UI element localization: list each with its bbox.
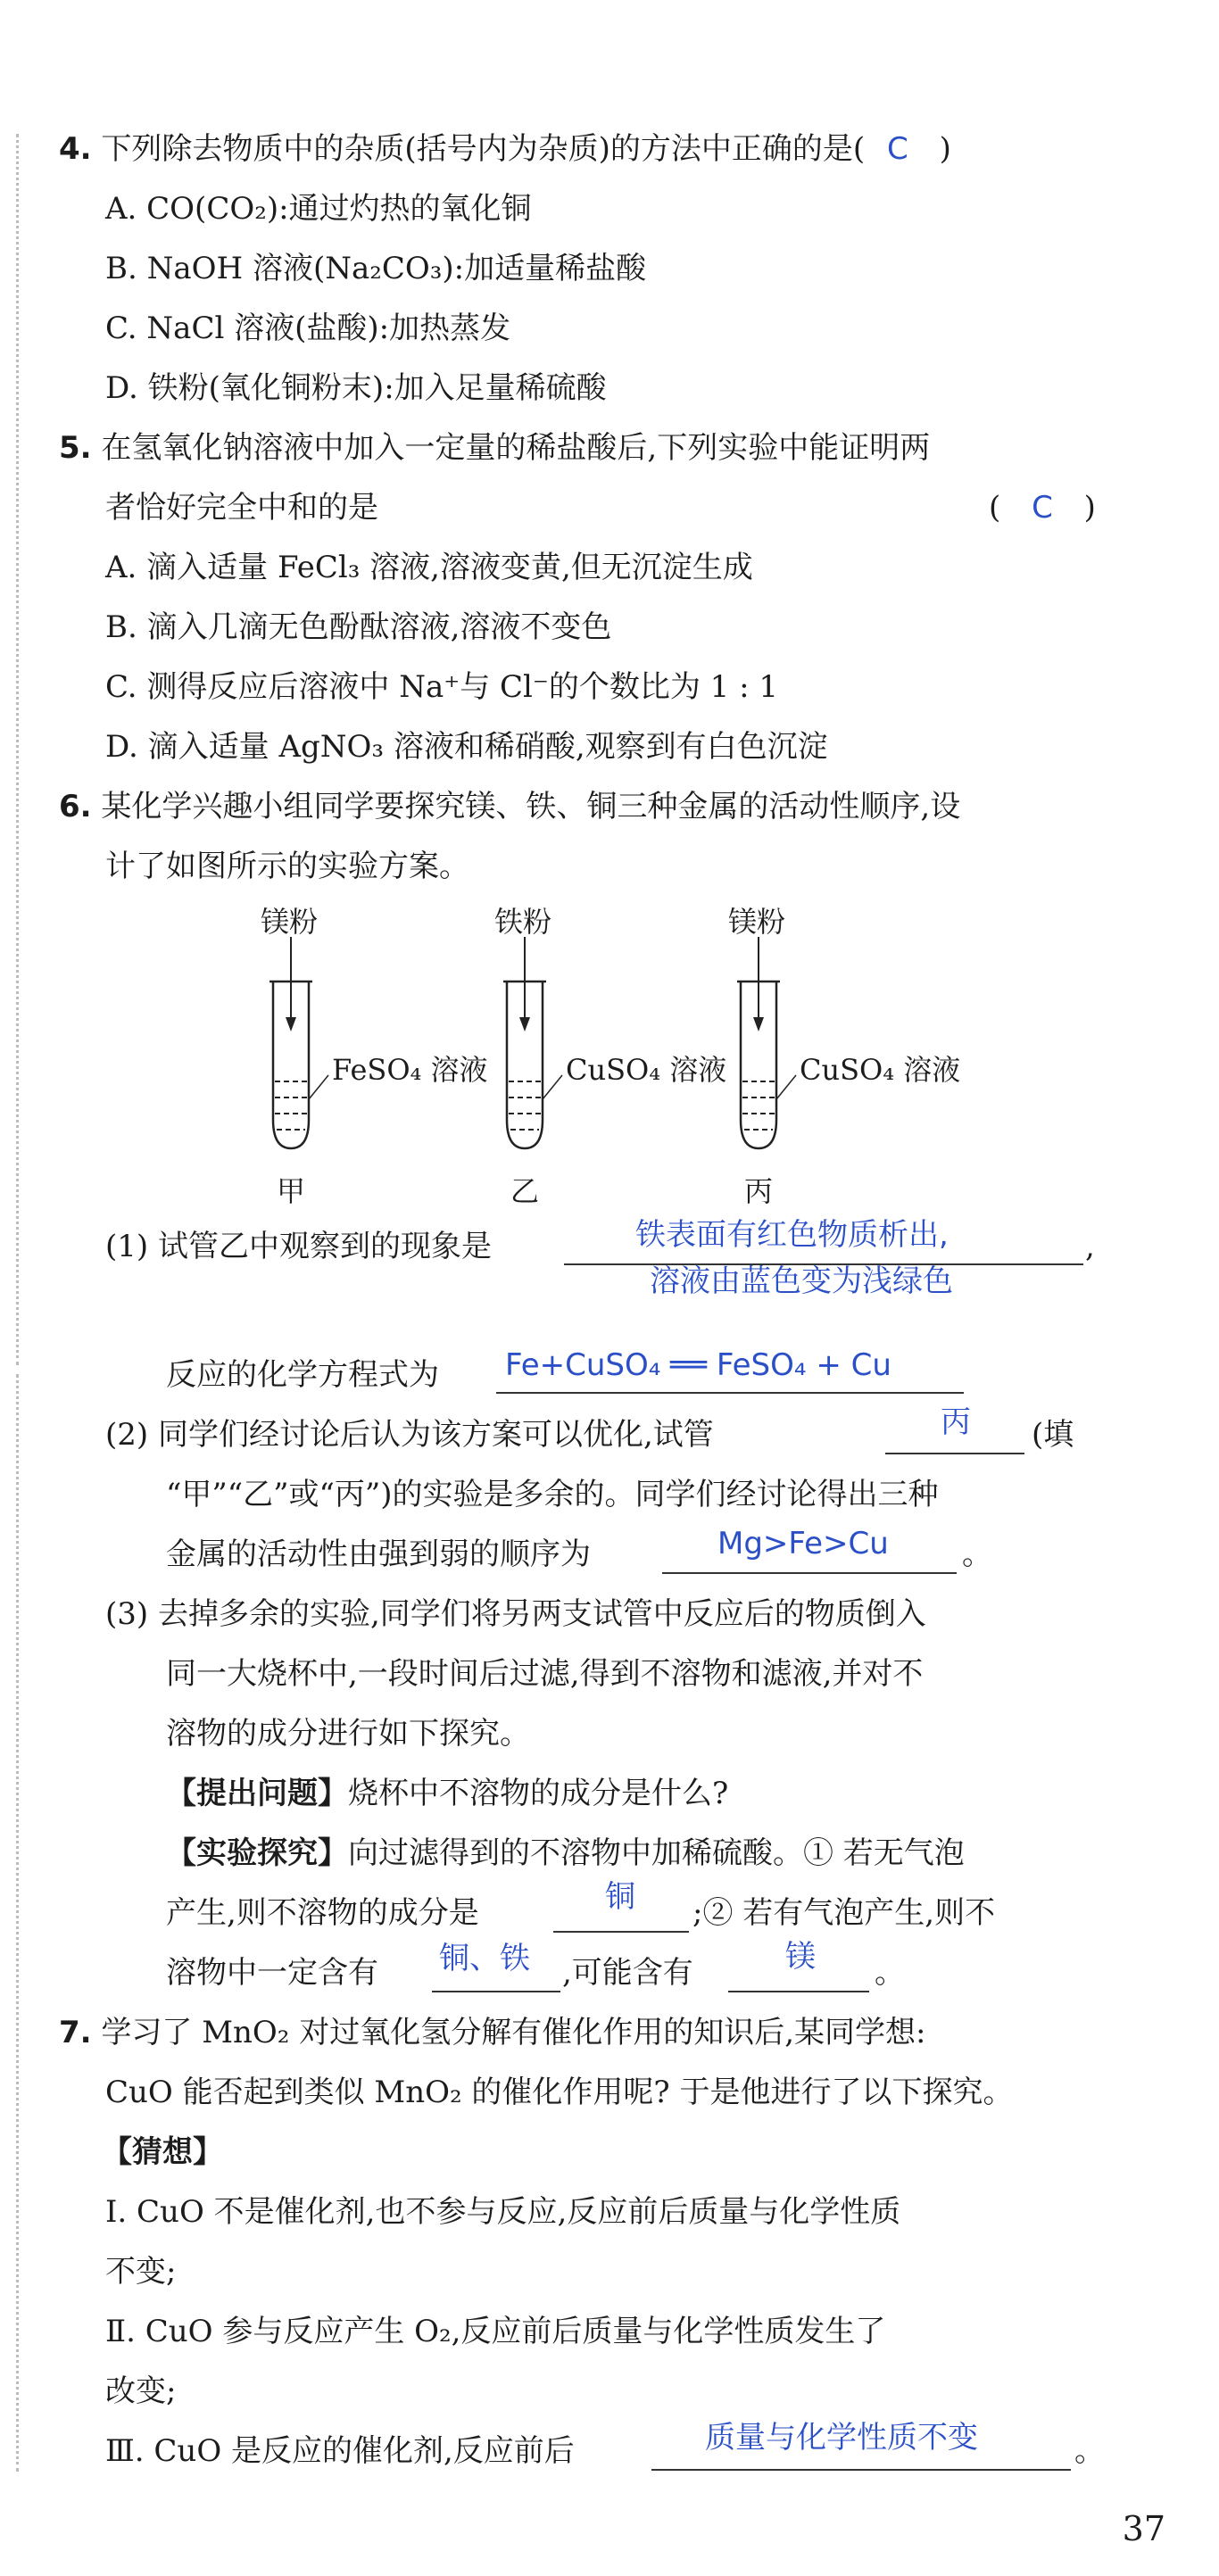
- q6-part1-eq-answer: Fe+CuSO₄ ══ FeSO₄ + Cu: [505, 1347, 891, 1383]
- q6-part3-line1: (3) 去掉多余的实验,同学们将另两支试管中反应后的物质倒入: [105, 1596, 926, 1632]
- q6-part1-answer-line1: 铁表面有红色物质析出,: [635, 1217, 949, 1253]
- ask-tag: 【提出问题】: [166, 1776, 348, 1811]
- q5-open: (: [989, 490, 1001, 526]
- q6-part3-line3: 溶物的成分进行如下探究。: [166, 1716, 530, 1752]
- q5-option-c: C. 测得反应后溶液中 Na⁺与 Cl⁻的个数比为 1 : 1: [105, 669, 778, 705]
- q5-stem-line1: [59, 428, 930, 468]
- tube-jia-name: 甲: [277, 1174, 306, 1208]
- tube-yi-name: 乙: [510, 1174, 540, 1208]
- q7-guess2-line1: Ⅱ. CuO 参与反应产生 O₂,反应前后质量与化学性质发生了: [105, 2314, 886, 2349]
- q4-option-a: A. CO(CO₂):通过灼热的氧化铜: [105, 191, 532, 227]
- q6-part1-eq-text: 反应的化学方程式为: [166, 1357, 439, 1393]
- q6-part1-answer-line2: 溶液由蓝色变为浅绿色: [650, 1263, 953, 1299]
- q5-option-a: A. 滴入适量 FeCl₃ 溶液,溶液变黄,但无沉淀生成: [105, 550, 753, 585]
- q6-stem-line2: 计了如图所示的实验方案。: [105, 849, 469, 884]
- q6-exp3-answer2: 镁: [785, 1939, 816, 1975]
- q5-number: 5.: [59, 430, 92, 466]
- q7-guess-tag: 【猜想】: [102, 2134, 223, 2170]
- tube-jia-powder-label: 镁粉: [261, 905, 319, 939]
- q6-exp3-b: ,可能含有: [562, 1955, 693, 1991]
- q6-part2-period: 。: [962, 1536, 992, 1572]
- q7-guess3-period: 。: [1074, 2433, 1105, 2469]
- q6-exp-line: [166, 1834, 965, 1873]
- binding-dots-top: [16, 134, 22, 1365]
- q6-stem-text1: 某化学兴趣小组同学要探究镁、铁、铜三种金属的活动性顺序,设: [101, 789, 961, 824]
- q6-part1-comma: ,: [1085, 1229, 1095, 1264]
- q6-exp3-a: 溶物中一定含有: [166, 1955, 378, 1991]
- q6-stem-line1: [59, 787, 960, 826]
- q4-close: ): [939, 131, 951, 167]
- tube-jia-solution-label: FeSO₄ 溶液: [332, 1053, 488, 1087]
- test-tube-figure: [241, 892, 1008, 1222]
- exp-text: 向过滤得到的不溶物中加稀硫酸。① 若无气泡: [348, 1835, 965, 1871]
- q7-guess3-text: Ⅲ. CuO 是反应的催化剂,反应前后: [105, 2433, 575, 2469]
- q7-number: 7.: [59, 2015, 92, 2050]
- page-number: 37: [1122, 2509, 1165, 2548]
- q5-option-d: D. 滴入适量 AgNO₃ 溶液和稀硝酸,观察到有白色沉淀: [105, 729, 828, 765]
- q6-number: 6.: [59, 789, 92, 824]
- q5-option-b: B. 滴入几滴无色酚酞溶液,溶液不变色: [105, 609, 612, 645]
- q6-part2-line1-text: (2) 同学们经讨论后认为该方案可以优化,试管: [105, 1417, 714, 1453]
- q4-number: 4.: [59, 131, 92, 167]
- q7-stem-line1: [59, 2013, 925, 2052]
- q6-exp3-c: 。: [875, 1955, 905, 1991]
- q4-option-b: B. NaOH 溶液(Na₂CO₃):加适量稀盐酸: [105, 251, 647, 286]
- tube-bing-powder-label: 镁粉: [728, 905, 786, 939]
- q4-option-c: C. NaCl 溶液(盐酸):加热蒸发: [105, 311, 511, 346]
- q5-stem-line2: 者恰好完全中和的是: [105, 490, 378, 526]
- tube-jia: [270, 937, 328, 1148]
- q6-exp2-b: ;② 若有气泡产生,则不: [692, 1895, 996, 1931]
- binding-dots-bottom: [16, 1374, 22, 2472]
- q4-answer: C: [887, 131, 908, 167]
- tube-yi-powder-label: 铁粉: [494, 905, 552, 939]
- q6-part3-line2: 同一大烧杯中,一段时间后过滤,得到不溶物和滤液,并对不: [166, 1656, 924, 1692]
- q6-part1-text: (1) 试管乙中观察到的现象是: [105, 1229, 492, 1264]
- q7-guess3-answer: 质量与化学性质不变: [705, 2420, 978, 2456]
- q5-close: ): [1083, 490, 1096, 526]
- q6-ask-line: [166, 1774, 728, 1813]
- q7-guess2-line2: 改变;: [105, 2373, 177, 2409]
- tube-bing-solution-label: CuSO₄ 溶液: [800, 1053, 961, 1087]
- q6-part2-line3-text: 金属的活动性由强到弱的顺序为: [166, 1536, 591, 1572]
- q7-stem-line2: CuO 能否起到类似 MnO₂ 的催化作用呢? 于是他进行了以下探究。: [105, 2075, 1014, 2110]
- q6-part2-answer2: Mg>Fe>Cu: [717, 1526, 889, 1561]
- q6-part2-line1-end: (填: [1032, 1417, 1074, 1453]
- q6-exp2-a: 产生,则不溶物的成分是: [166, 1895, 479, 1931]
- q5-answer: C: [1032, 490, 1053, 526]
- q5-answer-bracket: [989, 488, 1096, 527]
- q4-stem-text: 下列除去物质中的杂质(括号内为杂质)的方法中正确的是(: [101, 131, 866, 167]
- q6-part2-line2: “甲”“乙”或“丙”)的实验是多余的。同学们经讨论得出三种: [166, 1477, 939, 1512]
- tube-bing: [737, 937, 796, 1148]
- q6-exp3-answer1: 铜、铁: [439, 1941, 530, 1976]
- q4-stem: [59, 129, 951, 169]
- q6-part2-answer1: 丙: [941, 1404, 971, 1440]
- q6-exp2-answer: 铜: [605, 1879, 635, 1915]
- tube-bing-name: 丙: [744, 1174, 774, 1208]
- exp-tag: 【实验探究】: [166, 1835, 348, 1871]
- tube-yi: [503, 937, 562, 1148]
- q7-stem-text1: 学习了 MnO₂ 对过氧化氢分解有催化作用的知识后,某同学想:: [101, 2015, 926, 2050]
- q7-guess1-line1: Ⅰ. CuO 不是催化剂,也不参与反应,反应前后质量与化学性质: [105, 2194, 901, 2230]
- q4-option-d: D. 铁粉(氧化铜粉末):加入足量稀硫酸: [105, 370, 607, 406]
- tube-yi-solution-label: CuSO₄ 溶液: [566, 1053, 727, 1087]
- q7-guess1-line2: 不变;: [105, 2254, 177, 2290]
- q5-stem-text1: 在氢氧化钠溶液中加入一定量的稀盐酸后,下列实验中能证明两: [101, 430, 931, 466]
- ask-text: 烧杯中不溶物的成分是什么?: [348, 1776, 729, 1811]
